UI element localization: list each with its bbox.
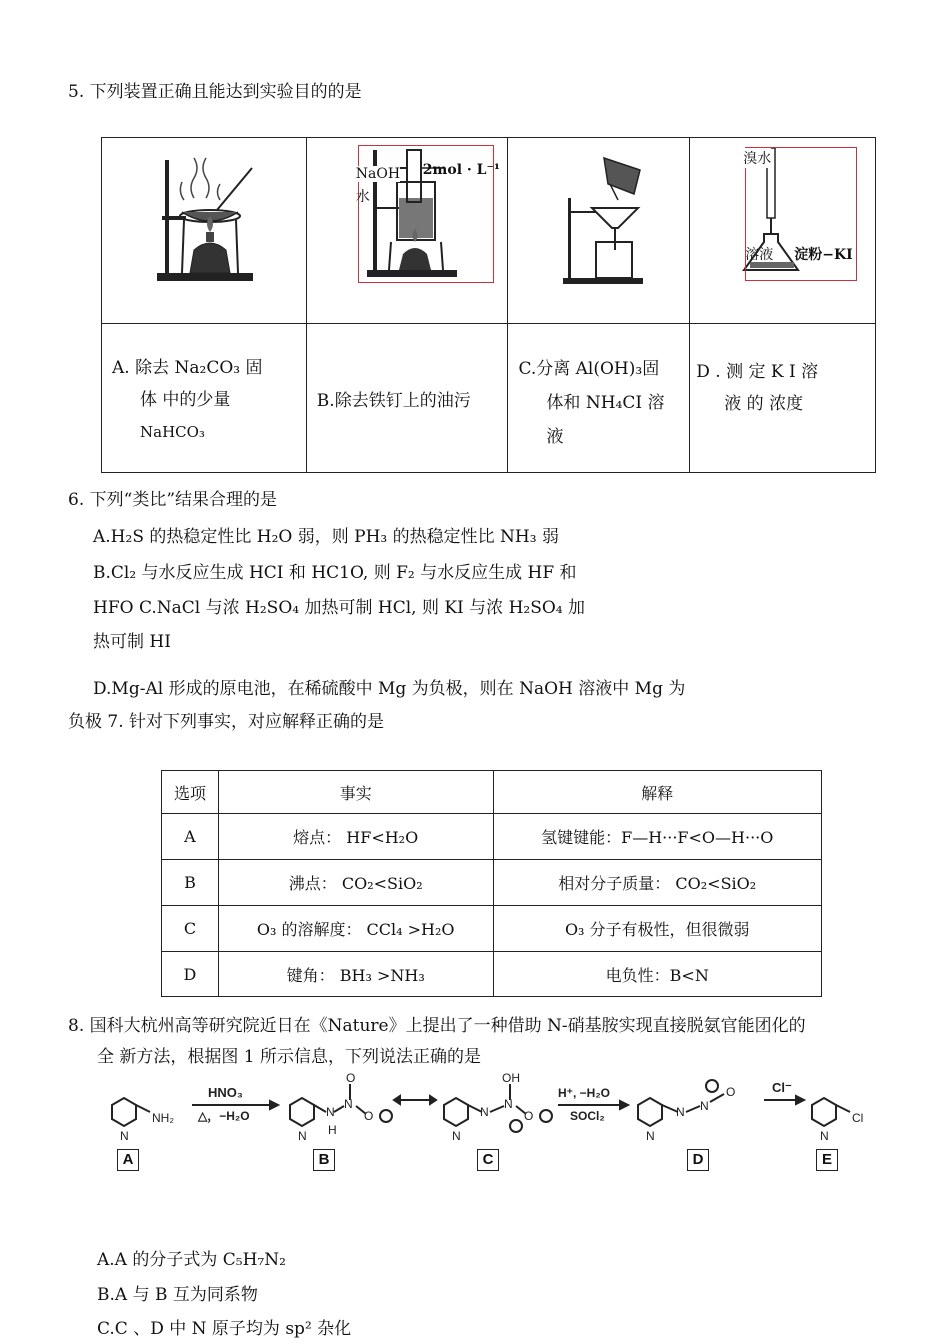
reagent-2-top: H⁺, −H₂O <box>558 1086 611 1100</box>
q5-option-b <box>306 324 508 473</box>
svg-text:N: N <box>298 1129 307 1143</box>
q6-line-a: A.H₂S 的热稳定性比 H₂O 弱，则 PH₃ 的热稳定性比 NH₃ 弱 <box>93 527 559 547</box>
svg-text:NH₂: NH₂ <box>152 1111 174 1125</box>
q5-table <box>101 137 876 473</box>
q8-option-c: C.C 、D 中 N 原子均为 sp² 杂化 <box>97 1319 352 1339</box>
table-row <box>162 814 822 860</box>
pyridine-a-ring <box>112 1098 136 1126</box>
q5-option-c-line3: 液 <box>546 427 564 447</box>
q5-cell-image-c <box>508 138 690 324</box>
compound-label-e: E <box>816 1149 838 1171</box>
q5-option-c <box>508 324 690 473</box>
q6-line-b: B.Cl₂ 与水反应生成 HCI 和 HC1O, 则 F₂ 与水反应生成 HF 和 <box>93 563 577 583</box>
svg-text:N: N <box>646 1129 655 1143</box>
table-row <box>162 860 822 906</box>
pyridine-e-ring <box>812 1098 836 1126</box>
q7-cell: O₃ 分子有极性，但很微弱 <box>493 906 822 952</box>
q5-option-a-line3: NaHCO₃ <box>140 423 205 441</box>
q7-cell: 电负性：B<N <box>493 952 822 997</box>
q8-option-b: B.A 与 B 互为同系物 <box>97 1285 258 1305</box>
compound-label-c: C <box>477 1149 499 1171</box>
q6-line-c: HFO C.NaCl 与浓 H₂SO₄ 加热可制 HCl, 则 KI 与浓 H₂SO₄ 加 <box>93 598 586 618</box>
q5-option-d <box>690 324 876 473</box>
apparatus-d-label-solution: 溶液 <box>745 247 774 263</box>
pyridine-d-ring <box>638 1098 662 1126</box>
apparatus-b-label-naoh: NaOH <box>355 166 401 182</box>
pyridine-c-ring <box>444 1098 468 1126</box>
table-row <box>162 952 822 997</box>
q8-title: 8. 国科大杭州高等研究院近日在《Nature》上提出了一种借助 N-硝基胺实现直接脱氨官能团化的 <box>68 1016 806 1036</box>
q5-cell-image-b <box>306 138 508 324</box>
reagent-1-top: HNO₃ <box>208 1085 243 1100</box>
q7-cell: O₃ 的溶解度： CCl₄ >H₂O <box>218 906 493 952</box>
q5-cell-image-d <box>690 138 876 324</box>
q8-title-line2: 全 新方法，根据图 1 所示信息，下列说法正确的是 <box>97 1047 482 1067</box>
svg-text:N: N <box>326 1105 335 1119</box>
q5-option-b-text: B.除去铁钉上的油污 <box>316 391 471 411</box>
q5-cell-image-a <box>102 138 307 324</box>
q7-cell: B <box>162 860 219 906</box>
svg-text:N: N <box>120 1129 129 1143</box>
compound-label-a: A <box>117 1149 139 1171</box>
q6-line-c2: 热可制 HI <box>93 632 171 652</box>
q5-title: 5. 下列装置正确且能达到实验目的的是 <box>68 82 362 102</box>
q7-header-option: 选项 <box>162 771 219 814</box>
q5-option-a-line1: A. 除去 Na₂CO₃ 固 <box>112 358 263 378</box>
q7-cell: D <box>162 952 219 997</box>
svg-text:O: O <box>524 1109 534 1123</box>
svg-text:N: N <box>820 1129 829 1143</box>
q7-cell: 氢键键能：F—H···F<O—H···O <box>493 814 822 860</box>
q7-cell: C <box>162 906 219 952</box>
svg-text:H: H <box>328 1123 337 1137</box>
q7-title: 负极 7. 针对下列事实，对应解释正确的是 <box>68 712 385 732</box>
q7-cell: 沸点： CO₂<SiO₂ <box>218 860 493 906</box>
svg-text:N: N <box>676 1105 685 1119</box>
compound-label-b: B <box>313 1149 335 1171</box>
reagent-1-bottom: △，−H₂O <box>198 1109 250 1123</box>
q5-option-d-line2: 液 的 浓度 <box>724 394 804 414</box>
svg-text:Cl: Cl <box>852 1111 864 1125</box>
table-row <box>162 906 822 952</box>
q6-line-d: D.Mg-Al 形成的原电池，在稀硫酸中 Mg 为负极，则在 NaOH 溶液中 Mg 为 <box>93 679 686 699</box>
svg-text:O: O <box>364 1109 374 1123</box>
q7-cell: 熔点： HF<H₂O <box>218 814 493 860</box>
q5-option-a-line2: 体 中的少量 <box>140 390 231 410</box>
svg-text:N: N <box>700 1099 709 1113</box>
apparatus-b-label-conc: 2mol · L⁻¹ <box>422 162 500 178</box>
svg-text:N: N <box>480 1105 489 1119</box>
q7-header-row <box>162 771 822 814</box>
q5-option-a <box>102 324 307 473</box>
q7-header-explanation: 解释 <box>493 771 822 814</box>
q8-option-a: A.A 的分子式为 C₅H₇N₂ <box>97 1250 286 1270</box>
apparatus-d-label-starch-ki: 淀粉−KI <box>794 247 853 263</box>
svg-text:OH: OH <box>502 1071 520 1085</box>
q7-table <box>161 770 822 997</box>
q7-cell: 相对分子质量： CO₂<SiO₂ <box>493 860 822 906</box>
apparatus-c-image <box>508 138 690 324</box>
svg-text:N: N <box>344 1097 353 1111</box>
svg-text:O: O <box>346 1071 356 1085</box>
svg-text:O: O <box>726 1085 736 1099</box>
q5-option-c-line1: C.分离 Al(OH)₃固 <box>518 359 660 379</box>
q7-cell: A <box>162 814 219 860</box>
q6-title: 6. 下列“类比”结果合理的是 <box>68 490 278 510</box>
apparatus-a-image <box>102 138 307 324</box>
apparatus-b-label-water: 水 <box>355 189 370 205</box>
reagent-3: Cl⁻ <box>772 1080 792 1095</box>
pyridine-b-ring <box>290 1098 314 1126</box>
q5-option-c-line2: 体和 NH₄CI 溶 <box>546 393 665 413</box>
compound-label-d: D <box>687 1149 709 1171</box>
apparatus-d-label-bromine: 溴水 <box>743 148 771 168</box>
q7-cell: 键角： BH₃ >NH₃ <box>218 952 493 997</box>
q7-header-fact: 事实 <box>218 771 493 814</box>
q5-option-d-line1: D . 测 定 K I 溶 <box>696 362 819 382</box>
svg-text:N: N <box>504 1097 513 1111</box>
svg-text:N: N <box>452 1129 461 1143</box>
reagent-2-bottom: SOCl₂ <box>570 1109 605 1123</box>
